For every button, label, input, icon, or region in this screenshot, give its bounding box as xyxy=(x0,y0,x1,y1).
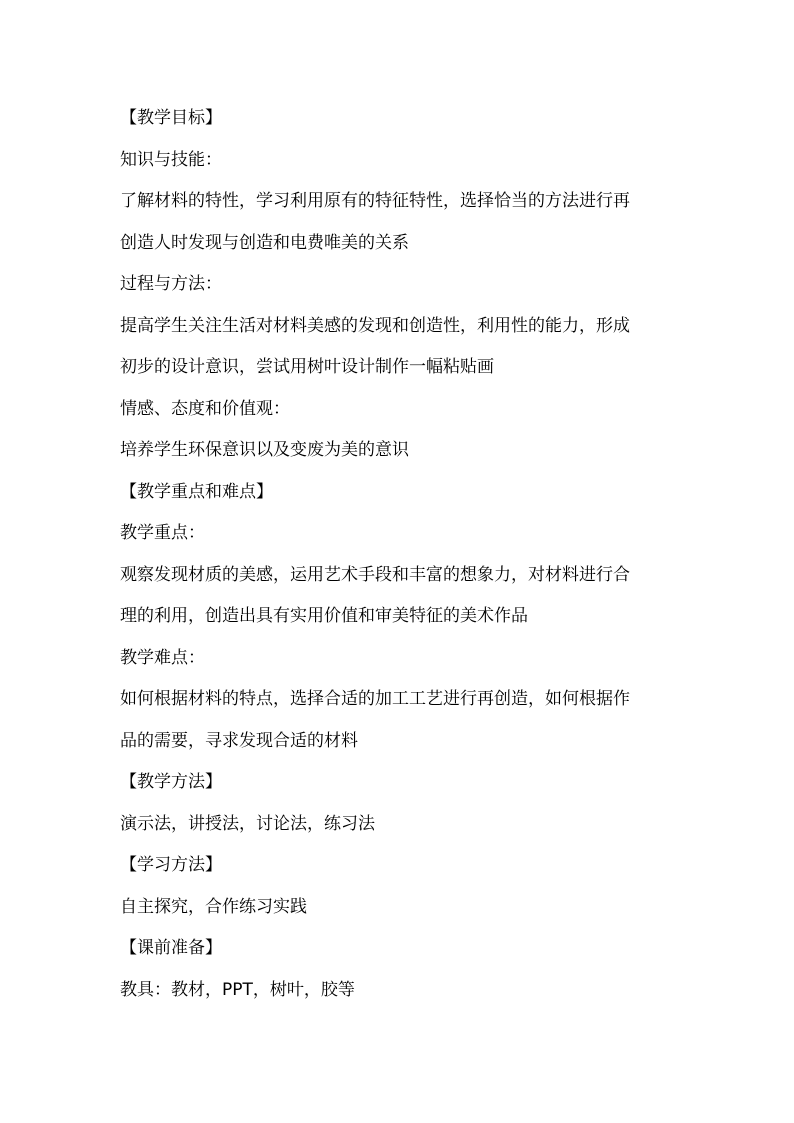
paragraph-line: 自主探究，合作练习实践 xyxy=(120,896,307,917)
heading-preparation: 【课前准备】 xyxy=(120,938,222,958)
heading-key-and-difficult-points: 【教学重点和难点】 xyxy=(120,481,273,502)
subheading-emotion-attitude-values: 情感、态度和价值观： xyxy=(120,398,290,419)
paragraph-line: 了解材料的特性，学习利用原有的特征特性，选择恰当的方法进行再 xyxy=(120,191,630,211)
subheading-key-points: 教学重点： xyxy=(120,523,205,543)
paragraph-line: 初步的设计意识，尝试用树叶设计制作一幅粘贴画 xyxy=(120,357,494,377)
paragraph-line: 演示法，讲授法，讨论法，练习法 xyxy=(120,813,375,834)
paragraph-line: 理的利用，创造出具有实用价值和审美特征的美术作品 xyxy=(120,606,528,626)
paragraph-line: 如何根据材料的特点，选择合适的加工工艺进行再创造，如何根据作 xyxy=(120,689,630,709)
heading-learning-methods: 【学习方法】 xyxy=(120,855,222,875)
paragraph-line: 观察发现材质的美感，运用艺术手段和丰富的想象力，对材料进行合 xyxy=(120,564,630,585)
paragraph-line: 培养学生环保意识以及变废为美的意识 xyxy=(120,440,409,460)
heading-teaching-methods: 【教学方法】 xyxy=(120,772,222,792)
paragraph-line: 教具：教材，PPT，树叶，胶等 xyxy=(120,979,355,1000)
subheading-difficult-points: 教学难点： xyxy=(120,647,205,668)
heading-teaching-objectives: 【教学目标】 xyxy=(120,108,222,128)
subheading-process-methods: 过程与方法： xyxy=(120,274,222,294)
paragraph-line: 品的需要，寻求发现合适的材料 xyxy=(120,730,358,751)
document-body xyxy=(120,98,680,1011)
paragraph-line: 提高学生关注生活对材料美感的发现和创造性，利用性的能力，形成 xyxy=(120,315,630,336)
paragraph-line: 创造人时发现与创造和电费唯美的关系 xyxy=(120,232,409,253)
subheading-knowledge-skills: 知识与技能： xyxy=(120,149,222,170)
